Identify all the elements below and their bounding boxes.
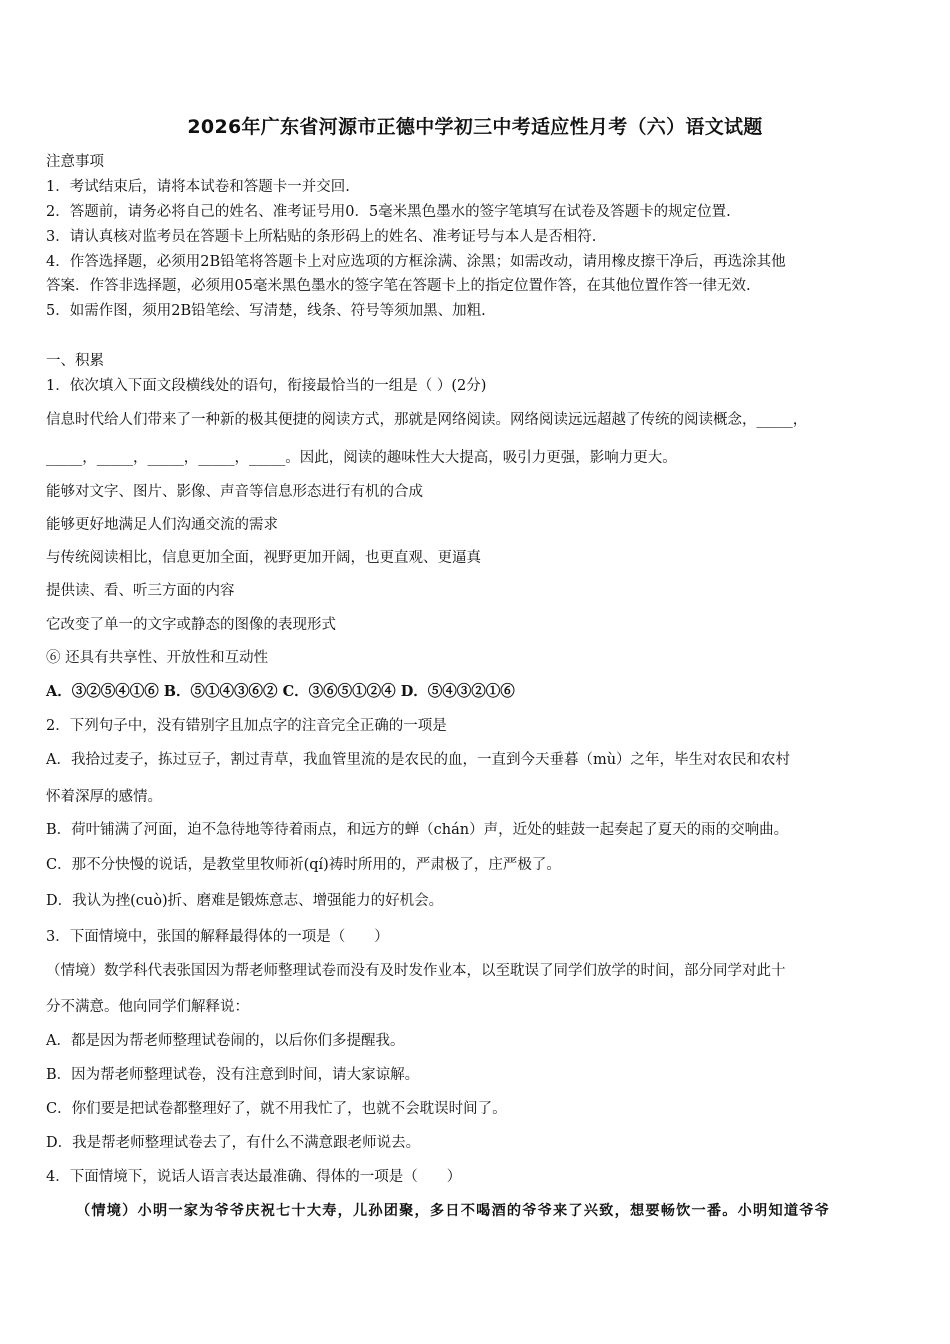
q3-option-b: B．因为帮老师整理试卷，没有注意到时间，请大家谅解。	[46, 1067, 420, 1083]
q2-option-c: C．那不分快慢的说话，是教堂里牧师祈(qí)祷时所用的，严肃极了，庄严极了。	[46, 857, 561, 873]
q3-stem: 3．下面情境中，张国的解释最得体的一项是（ ）	[46, 929, 389, 945]
q3-scenario-cont: 分不满意。他向同学们解释说：	[46, 999, 249, 1015]
notice-item: 4．作答选择题，必须用2B铅笔将答题卡上对应选项的方框涂满、涂黑；如需改动，请用橡皮擦干净后，再选涂其他	[46, 254, 786, 270]
q2-option-a-cont: 怀着深厚的感情。	[46, 789, 162, 805]
notice-item: 2．答题前，请务必将自己的姓名、准考证号用0．5毫米黑色墨水的签字笔填写在试卷及答题卡的规定位置.	[46, 204, 731, 220]
q1-sentence: 能够对文字、图片、影像、声音等信息形态进行有机的合成	[46, 484, 423, 500]
notice-item: 答案．作答非选择题，必须用05毫米黑色墨水的签字笔在答题卡上的指定位置作答，在其他位置作答一律无效.	[46, 278, 751, 294]
notice-item: 3．请认真核对监考员在答题卡上所粘贴的条形码上的姓名、准考证号与本人是否相符.	[46, 229, 597, 245]
q3-option-a: A．都是因为帮老师整理试卷闹的，以后你们多提醒我。	[46, 1033, 405, 1049]
page-title: 2026年广东省河源市正德中学初三中考适应性月考（六）语文试题	[187, 116, 763, 138]
q1-passage-line: _____，_____，_____，_____，_____。因此，阅读的趣味性大大提高，吸引力更强，影响力更大。	[46, 450, 677, 466]
q1-sentence: 提供读、看、听三方面的内容	[46, 583, 235, 599]
q1-stem: 1．依次填入下面文段横线处的语句，衔接最恰当的一组是（ ）(2分)	[46, 378, 487, 394]
q1-sentence: 与传统阅读相比，信息更加全面，视野更加开阔，也更直观、更逼真	[46, 550, 481, 566]
notice-heading: 注意事项	[46, 154, 104, 170]
q4-scenario: （情境）小明一家为爷爷庆祝七十大寿，儿孙团聚，多日不喝酒的爷爷来了兴致，想要畅饮一番。小明知道爷爷	[76, 1203, 830, 1219]
q1-sentence: 它改变了单一的文字或静态的图像的表现形式	[46, 617, 336, 633]
notice-item: 1．考试结束后，请将本试卷和答题卡一并交回.	[46, 179, 350, 195]
q1-sentence: 能够更好地满足人们沟通交流的需求	[46, 517, 278, 533]
q3-option-c: C．你们要是把试卷都整理好了，就不用我忙了，也就不会耽误时间了。	[46, 1101, 507, 1117]
q1-sentence: ⑥ 还具有共享性、开放性和互动性	[46, 650, 269, 666]
q1-passage-line: 信息时代给人们带来了一种新的极其便捷的阅读方式，那就是网络阅读。网络阅读远远超越了传统的阅读概念，_____，	[46, 412, 808, 428]
section-heading: 一、积累	[46, 353, 104, 369]
q4-stem: 4．下面情境下，说话人语言表达最准确、得体的一项是（ ）	[46, 1169, 462, 1185]
q2-option-b: B．荷叶铺满了河面，迫不急待地等待着雨点，和远方的蝉（chán）声，近处的蛙鼓一起奏起了夏天的雨的交响曲。	[46, 822, 789, 838]
notice-item: 5．如需作图，须用2B铅笔绘、写清楚，线条、符号等须加黑、加粗.	[46, 303, 486, 319]
q2-stem: 2．下列句子中，没有错别字且加点字的注音完全正确的一项是	[46, 718, 447, 734]
q3-scenario: （情境）数学科代表张国因为帮老师整理试卷而没有及时发作业本，以至耽误了同学们放学的时间，部分同学对此十	[46, 963, 786, 979]
q1-options: A．③②⑤④①⑥ B．⑤①④③⑥② C．③⑥⑤①②④ D．⑤④③②①⑥	[46, 683, 515, 700]
q3-option-d: D．我是帮老师整理试卷去了，有什么不满意跟老师说去。	[46, 1135, 421, 1151]
q2-option-a: A．我拾过麦子，拣过豆子，割过青草，我血管里流的是农民的血，一直到今天垂暮（mù）之年，毕生对农民和农村	[46, 752, 791, 768]
q2-option-d: D．我认为挫(cuò)折、磨难是锻炼意志、增强能力的好机会。	[46, 893, 444, 909]
